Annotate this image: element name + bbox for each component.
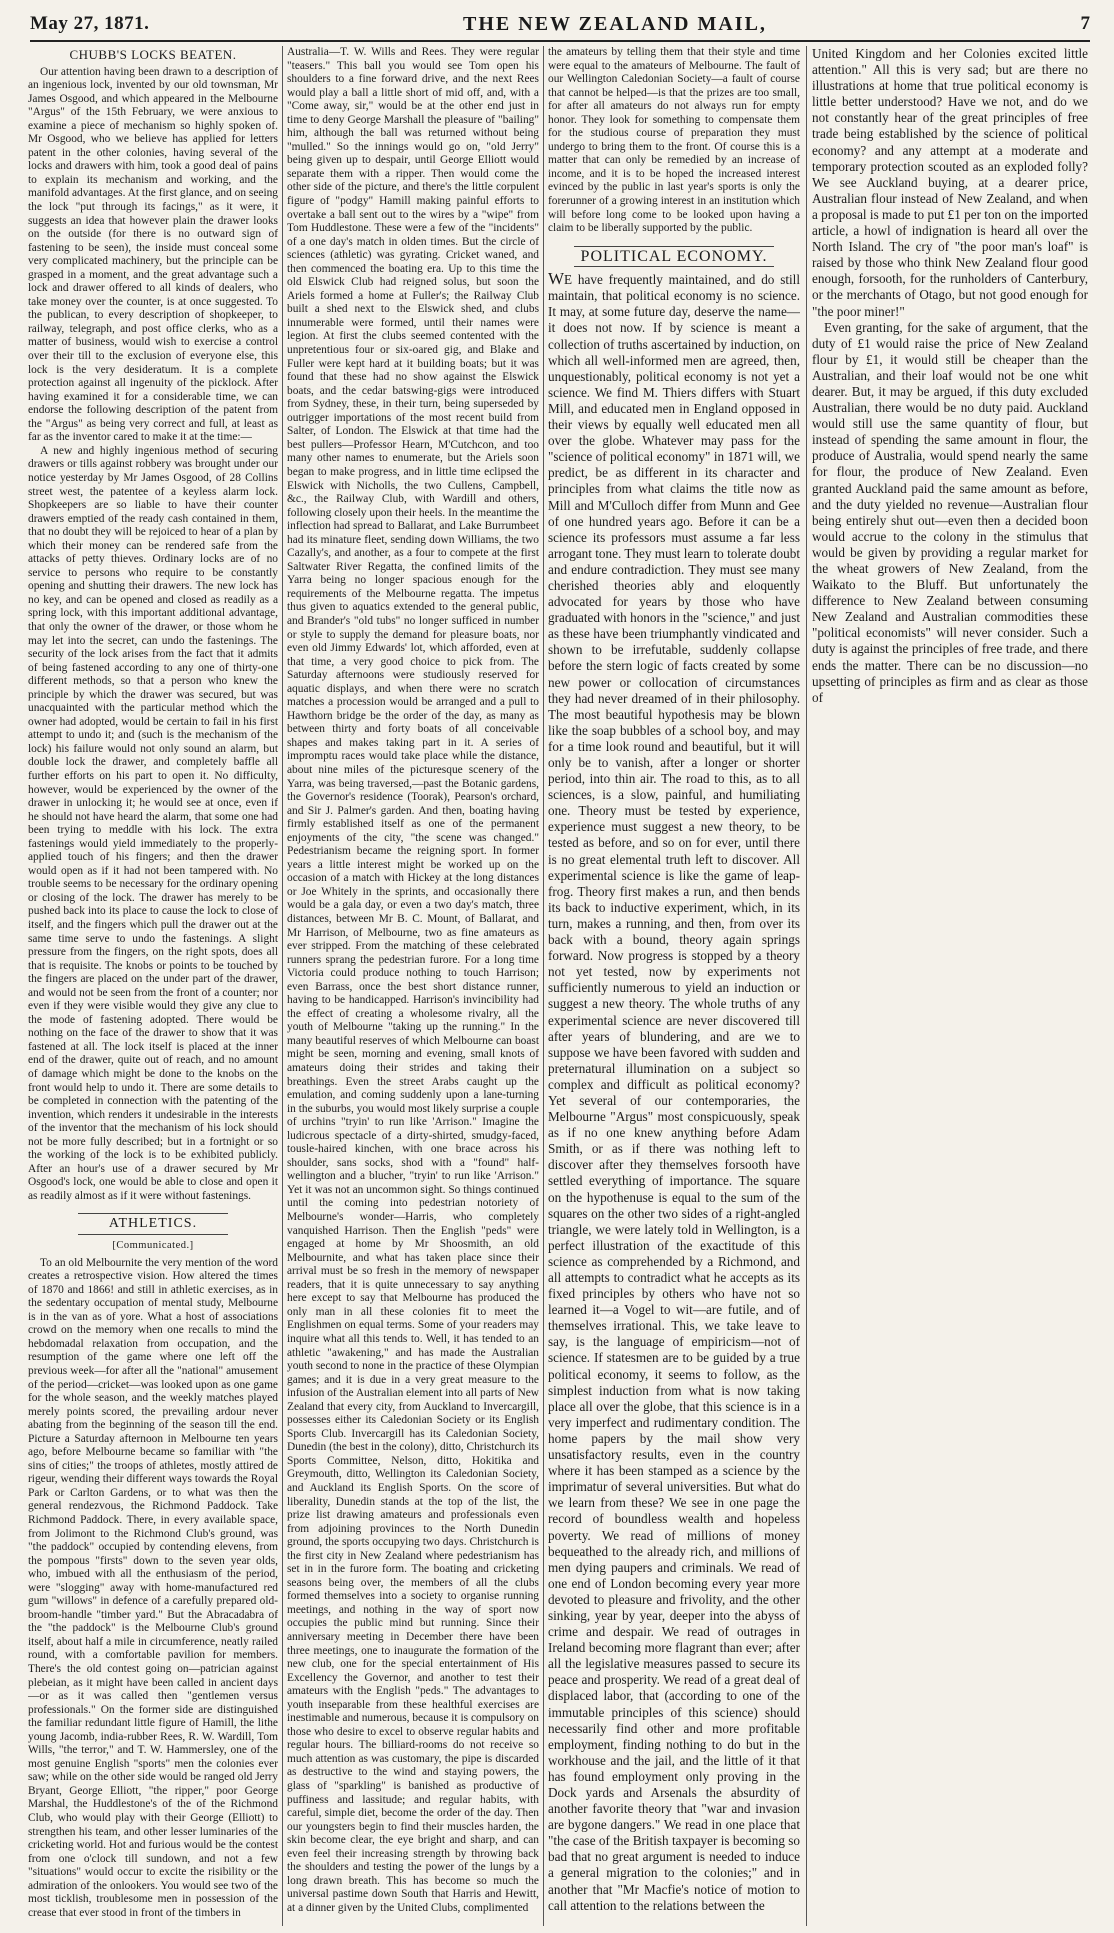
communicated-label: [Communicated.] <box>112 1240 194 1252</box>
political-economy-text: E have frequently maintained, and do still maintain, that political economy is no science. It may, at some future day, deserve the name—it does not now. If by science is meant a collection of truths ascertained by induction, on which all well-informed men are agreed, then, unquestionably, political economy is not yet a science. We find M. Thiers differs with Stuart Mill, and educated men in England opposed in their views by equally well educated men all over the globe. Whatever may pass for the "science of political economy" in 1871 will, we predict, be as different in its character and principles from what claims the title now as Mill and M'Culloch differ from Munn and Gee of one hundred years ago. Before it can be a science its professors must assume a far less arrogant tone. They must learn to tolerate doubt and endure contradiction. They must see many cherished theories ably and eloquently advocated for years by those who have graduated with honors in the "science," and just as these have been triumphantly vindicated and shown to be irrefutable, suddenly collapse before the stern logic of facts created by some new power or collocation of circumstances they had never dreamed of in their philosophy. The most beautiful hypothesis may be blown like the soap bubbles of a school boy, and may for a time look round and beautiful, but it will only be to vanish, after a longer or shorter period, into thin air. The road to this, as to all sciences, is a slow, painful, and humiliating one. Theory must be tested by experience, experience must suggest a new theory, to be tested as before, and so on for ever, until there is no great elemental truth left to discover. All experimental science is like the game of leap-frog. Theory first makes a run, and then bends its back to inductive experiment, which, in its turn, makes a running, and then, from over its back with a bound, theory again springs forward. Now progress is stopped by a theory not yet tested, now by experiments not sufficiently numerous to yield an induction or suggest a new theory. The whole truths of any experimental science are never discovered till after years of blundering, and are we to suppose we have been favored with sudden and preternatural illumination on a subject so complex and difficult as political economy? Yet several of our contemporaries, the Melbourne "Argus" most conspicuously, speak as if no one knew anything before Adam Smith, or as if there was nothing left to discover after they themselves forsooth have settled everything of importance. The square on the hypothenuse is equal to the sum of the squares on the other two sides of a right-angled triangle, we were lately told in Wellington, is a perfect illustration of the exactitude of this science as comprehended by a Richmond, and all attempts to contradict what he accepts as its fixed principles by others who have not so learned it—a Vogel to wit—are futile, and of themselves irrational. This, we take leave to say, is the language of empiricism—not of science. If statesmen are to be guided by a true political economy, it seems to follow, as the simplest induction from what is now taking place all over the globe, that this science is in a very imperfect and rudimentary condition. The home papers by the mail show very unsatisfactory results, even in the country where it has been stamped as a science by the imprimatur of several universities. But what do we learn from these? We see in one page the record of boundless wealth and hopeless poverty. We read of millions of money bequeathed to the already rich, and millions of men dying paupers and criminals. We read of one end of London becoming every year more devoted to pleasure and frivolity, and the other sinking, year by year, deeper into the abyss of crime and despair. We read of outrages in Ireland becoming more flagrant than ever; after all the legislative measures passed to secure its peace and prosperity. We read of a great deal of displaced labor, that (according to one of the immutable principles of this science) should necessarily find other and more profitable employment, finding nothing to do but in the workhouse and the jail, and the little of it that has found employment only proving in the Dock yards and Arsenals the absurdity of another favorite theory that "war and invasion are bygone dangers." We read in one place that "the case of the British taxpayer is becoming so bad that no great argument is needed to induce a general migration to the colonies;" and in another that "Mr Macfie's notice of motion to call attention to the relations between the <box>548 272 800 1913</box>
column-rule <box>282 46 283 1926</box>
political-economy-paragraph <box>548 271 800 1914</box>
column-3 <box>548 46 800 1926</box>
issue-date: May 27, 1871. <box>30 13 150 34</box>
column-1 <box>28 46 278 1926</box>
political-economy-paragraph: Even granting, for the sake of argument, that the duty of £1 would raise the price of New Zealand flour by £1, it would still be cheaper than the Australian, and their loaf would not be one whit dearer. But, it may be argued, if this duty excluded Australian, there would be no duty paid. Auckland would still use the same quantity of flour, but instead of spending the same amount in flour, the produce of Australia, would spend nearly the same for flour, the produce of New Zealand. Even granted Auckland paid the same amount as before, and the duty yielded no revenue—Australian flour being entirely shut out—even then a decided boon would accrue to the colony in the stimulus that would be given by providing a regular market for the wheat growers of New Zealand, from the Waikato to the Bluff. But unfortunately the difference to New Zealand between consuming New Zealand and Australian commodities these "political economists" will never consider. Such a duty is against the principles of free trade, and there ends the matter. There can be no discussion—no upsetting of principles as firm and as clear as those of <box>812 319 1088 705</box>
chubb-heading: CHUBB'S LOCKS BEATEN. <box>69 47 237 62</box>
page-number: 7 <box>1080 13 1090 34</box>
newspaper-title: THE NEW ZEALAND MAIL, <box>463 12 767 35</box>
political-economy-continued: United Kingdom and her Colonies excited little attention." All this is very sad; but are there no illustrations at home that true political economy is little better understood? Have we not, and do we not constantly hear of the great principles of free trade being established by the science of political economy? and any attempt at a moderate and temporary protection scouted as an exploded folly? We see Auckland buying, at a dearer price, Australian flour instead of New Zealand, and when a proposal is made to put £1 per ton on the imported article, a howl of indignation is heard all over the North Island. The cry of "the poor man's loaf" is raised by those who think New Zealand flour good enough, forsooth, for the runholders of Canterbury, or the merchants of Otago, but not good enough for "the poor miner!" <box>812 46 1088 319</box>
athletics-article-continued: Australia—T. W. Wills and Rees. They were regular "teasers." This ball you would see Tom open his shoulders to a fine forward drive, and the next Rees would play a ball a little short of mid off, and, with a "Come away, sir," would be at the other end just in time to deny George Marshall the pleasure of "bailing" him, although the ball was returned without being "mulled." So the innings would go on, "old Jerry" being given up to despair, until George Elliott would separate them with a ripper. Then would come the other side of the picture, and there's the little corpulent figure of "podgy" Hamill making painful efforts to overtake a ball sent out to the wires by a "wipe" from Tom Huddlestone. These were a few of the "incidents" of a one day's match in olden times. But the circle of sciences (athletic) was gyrating. Cricket waned, and then commenced the boating era. Up to this time the old Elswick Club had reigned solus, but soon the Ariels formed a home at Fuller's; the Railway Club built a shed next to the Elswick shed, and clubs innumerable were formed, until their names were legion. At first the clubs seemed contented with the unpretentious four or six-oared gig, and Blake and Fuller were kept hard at it building boats; but it was found that these had no show against the Elswick boats, and the cedar batswing-gigs were introduced from Sydney, these, in their turn, being superseded by outrigger importations of the most recent build from Salter, of London. The Elswick at that time had the best pullers—Professor Hearn, M'Cutchcon, and too many other names to enumerate, but the Ariels soon began to make progress, and in little time eclipsed the Elswick with Nicholls, the two Cullens, Campbell, &c., the Railway Club, with Wardill and others, following closely upon their heels. In the meantime the inflection had spread to Ballarat, and Lake Burrumbeet had its minature fleet, sending down Williams, the two Cazally's, and another, as a four to compete at the first Saltwater River Regatta, the confined limits of the Yarra being no longer spacious enough for the requirements of the Melbourne regatta. The impetus thus given to aquatics extended to the general public, and Brander's "old tubs" no longer sufficed in number or style to supply the demand for pleasure boats, nor even old Jimmy Edwards' lot, which afforded, even at that time, a very good choice to pick from. The Saturday afternoons were studiously reserved for aquatic displays, and when there were no scratch matches a procession would be arranged and a pull to Hawthorn bridge be the order of the day, as many as between thirty and forty boats of all conceivable shapes and makes taking part in it. A series of impromptu races would take place while the distance, about nine miles of the picturesque scenery of the Yarra, was being traversed,—past the Botanic gardens, the Governor's residence (Toorak), Pearson's orchard, and Sir J. Palmer's garden. And then, boating having firmly established itself as one of the permanent enjoyments of the city, "the scene was changed." Pedestrianism became the reigning sport. In former years a little interest might be worked up on the occasion of a match with Hickey at the long distances or Joe Whitely in the sprints, and occasionally there would be a gala day, or even a two day's match, three distances, between Mr B. C. Mount, of Ballarat, and Mr Harrison, of Melbourne, two as fine amateurs as ever stripped. From the matching of these celebrated runners sprang the pedestrian furore. For a long time Victoria could produce nothing to touch Harrison; even Barrass, once the best short distance runner, having to be handicapped. Harrison's invincibility had the effect of creating a wholesome rivalry, all the youth of Melbourne "taking up the running." In the many beautiful reserves of which Melbourne can boast might be seen, morning and evening, small knots of amateurs doing their strides and taking their breathings. Even the street Arabs caught up the emulation, and coming suddenly upon a lane-turning in the suburbs, you would most likely surprise a couple of urchins "tryin' to run like 'Arrison." Imagine the ludicrous spectacle of a dirty-shirted, smudgy-faced, tousle-haired kinchen, with one brace across his shoulder, sans socks, shod with a "found" half-wellington and a blucher, "tryin' to run like 'Arrison." Yet it was not an uncommon sight. So things continued until the coming into pedestrian notoriety of Melbourne's wonder—Harris, who completely vanquished Harrison. Then the English "peds" were engaged at home by Mr Shoosmith, an old Melbournite, and what has taken place since their arrival must be so fresh in the memory of newspaper readers, that it is quite unnecessary to say anything here except to say that Melbourne has produced the only man in all these colonies fit to meet the Englishmen on equal terms. Some of your readers may inquire what all this tends to. Well, it has tended to an athletic "awakening," and has made the Australian youth second to none in the practice of these Olympian games; and it is due in a very great measure to the infusion of the Australian element into all parts of New Zealand that every city, from Auckland to Invercargill, possesses either its Caledonian Society or its English Sports Club. Invercargill has its Caledonian Society, Dunedin (the best in the colony), ditto, Christchurch its Sports Committee, Nelson, ditto, Hokitika and Greymouth, ditto, Wellington its Caledonian Society, and Auckland its English Sports. On the score of liberality, Dunedin stands at the top of the list, the prize list drawing amateurs and professionals even from adjoining provinces to the North Dunedin ground, the sports occupying two days. Christchurch is the first city in New Zealand where pedestrianism has set in in the furore form. The boating and cricketing seasons being over, the members of all the clubs formed themselves into a society to organise running meetings, and nothing in the way of sport now occupies the public mind but running. Since their anniversary meeting in December there have been three meetings, one to inaugurate the formation of the new club, one for the special entertainment of His Excellency the Governor, and another to test their amateurs with the English "peds." The advantages to youth inseparable from these healthful exercises are inestimable and numerous, because it is compulsory on those who desire to excel to observe regular habits and regular hours. The billiard-rooms do not receive so much attention as was customary, the pipe is discarded as destructive to the wind and staying powers, the glass of "sparkling" is banished as productive of puffiness and lassitude; and regular habits, with careful, simple diet, become the order of the day. Then our youngsters begin to find their muscles harden, the skin become clear, the eye bright and sharp, and can even feel their increasing strength by throwing back the shoulders and testing the power of the lungs by a long drawn breath. This has become so much the universal pastime down South that Harris and Hewitt, at a dinner given by the United Clubs, complimented <box>287 46 539 1914</box>
column-4 <box>812 46 1088 1926</box>
chubb-paragraph: A new and highly ingenious method of securing drawers or tills against robbery was brought under our notice yesterday by Mr James Osgood, of 28 Collins street west, the patentee of a keyless alarm lock. Shopkeepers are so liable to have their counter drawers emptied of the ready cash contained in them, that no doubt they will be rejoiced to hear of a plan by which their money can be rendered safe from the attacks of petty thieves. Ordinary locks are of no service to persons who require to be constantly opening and shutting their drawers. The new lock has no key, and can be opened and closed as readily as a spring lock, with this important additional advantage, that only the owner of the drawer, or those whom he may let into the secret, can undo the fastenings. The security of the lock arises from the fact that it admits of being fastened according to any one of thirty-one different methods, so that a person who knew the principle by which the drawer was secured, but was unacquainted with the particular method which the owner had adopted, would be certain to fail in his first attempt to undo it; and (such is the mechanism of the lock) his failure would not only sound an alarm, but double lock the drawer, and completely baffle all further efforts on his part to open it. No difficulty, however, would be experienced by the owner of the drawer in unlocking it; he would see at once, even if he should not have heard the alarm, that some one had been trying to meddle with his lock. The extra fastenings would yield immediately to the properly-applied touch of his fingers; and then the drawer would open as if it had not been tampered with. No trouble seems to be necessary for the ordinary opening or closing of the lock. The drawer has merely to be pushed back into its place to cause the lock to close of itself, and the fingers which pull the drawer out at the same time serve to undo the fastenings. A slight pressure from the fingers, on the right spots, does all that is requisite. The knobs or points to be touched by the fingers are placed on the under part of the drawer, and would not be seen from the front of a counter; nor even if they were visible would they give any clue to the mode of fastening adopted. There would be nothing on the face of the drawer to show that it was fastened at all. The lock itself is placed at the inner end of the drawer, quite out of reach, and no amount of damage which might be done to the knobs on the front would help to undo it. There are some details to be completed in connection with the patenting of the invention, which renders it undesirable in the interests of the inventor that the mechanism of his lock should not be more fully described; but in a fortnight or so the working of the lock is to be exhibited publicly. After an hour's use of a drawer secured by Mr Osgood's lock, one would be able to close and open it as readily almost as if it were without fastenings. <box>28 444 278 1202</box>
column-2 <box>287 46 539 1926</box>
masthead <box>30 8 1090 40</box>
drop-cap: W <box>548 269 565 289</box>
political-economy-heading: POLITICAL ECONOMY. <box>574 246 774 268</box>
header-rule <box>30 40 1090 42</box>
column-rule <box>806 46 807 1926</box>
column-rule <box>543 46 544 1926</box>
chubb-paragraph: Our attention having been drawn to a description of an ingenious lock, invented by our old townsman, Mr James Osgood, and which appeared in the Melbourne "Argus" of the 15th February, we were anxious to examine a piece of mechanism so highly spoken of. Mr Osgood, who we believe has applied for letters patent in the other colonies, having several of the locks and drawers with him, took a good deal of pains to explain its mechanism and working, and the manifold advantages. At the first glance, and on seeing the lock "put through its facings," as it were, it suggests an idea that however plain the drawer looks on the outside (for there is no outward sign of fastening to be seen), the inside must conceal some very complicated machinery, but the principle can be grasped in a moment, and the great advantage such a lock and drawer offered to all kinds of dealers, who take money over the counter, is at once suggested. To the publican, to every description of shopkeeper, to railway, telegraph, and post office clerks, who as a matter of business, would wish to exercise a control over their till to the exclusion of everyone else, this lock is the very desideratum. It is a complete protection against all ingenuity of the picklock. After having examined it for a considerable time, we can endorse the following description of the patent from the "Argus" as being very correct and full, at least as far as the inventor cared to make it at the time:— <box>28 65 278 444</box>
athletics-article-continued: the amateurs by telling them that their style and time were equal to the amateurs of Melbourne. The fault of our Wellington Caledonian Society—a fault of course that cannot be helped—is that the prizes are too small, for after all amateurs do not always run for empty honor. They look for something to compensate them for the studious course of preparation they must undergo to bring them to the front. Of course this is a matter that can only be remedied by an increase of income, and it is to be hoped the increased interest evinced by the public in last year's sports is only the forerunner of a growing interest in an institution which will before long come to be looked upon having a claim to be liberally supported by the public. <box>548 46 800 235</box>
athletics-article: To an old Melbournite the very mention of the word creates a retrospective vision. How altered the times of 1870 and 1866! and still in athletic exercises, as in the sedentary occupation of mental study, Melbourne is in the van as of yore. What a host of associations crowd on the memory when one recalls to mind the hebdomadal relaxation from occupation, and the resumption of the game where one left off the previous week—for after all the "national" amusement of the period—cricket—was looked upon as one game for the whole season, and the weekly matches played merely points scored, the prevailing ardour never abating from the beginning of the season till the end. Picture a Saturday afternoon in Melbourne ten years ago, before Melbourne became so familiar with "the sins of cities;" the troops of athletes, mostly attired de rigeur, wending their different ways towards the Royal Park or Carlton Gardens, or to what was then the general rendezvous, the Richmond Paddock. Take Richmond Paddock. There, in every available space, from Jolimont to the Richmond Club's ground, was "the paddock" occupied by contending elevens, from the pompous "firsts" down to the seven year olds, who, imbued with all the enthusiasm of the period, were "slogging" away with home-manufactured red gum "willows" in defence of a carefully prepared old-broom-handle "timber yard." But the Abracadabra of the "the paddock" is the Melbourne Club's ground itself, about half a mile in circumference, neatly railed round, with a comfortable pavilion for members. There's the old contest going on—patrician against plebeian, as it might have been called in ancient days—or as it was called then "gentlemen versus professionals." On the former side are distinguished the familiar redundant little figure of Hamill, the lithe young Jacomb, india-rubber Rees, R. W. Wardill, Tom Wills, "the terror," and T. W. Hammersley, one of the most genuine English "sports" men the colonies ever saw; while on the other side would be ranged old Jerry Bryant, George Elliott, "the ripper," poor George Marshal, the Huddlestone's of the of the Richmond Club, who would play with their George (Elliott) to strengthen his team, and other lesser luminaries of the cricketing world. Hot and furious would be the contest from one o'clock till sundown, and not a few "situations" would occur to excite the risibility or the admiration of the onlookers. You would see two of the most ticklish, troublesome men in possession of the crease that ever stood in front of the timbers in <box>28 1256 278 1919</box>
athletics-heading: ATHLETICS. <box>78 1213 228 1235</box>
